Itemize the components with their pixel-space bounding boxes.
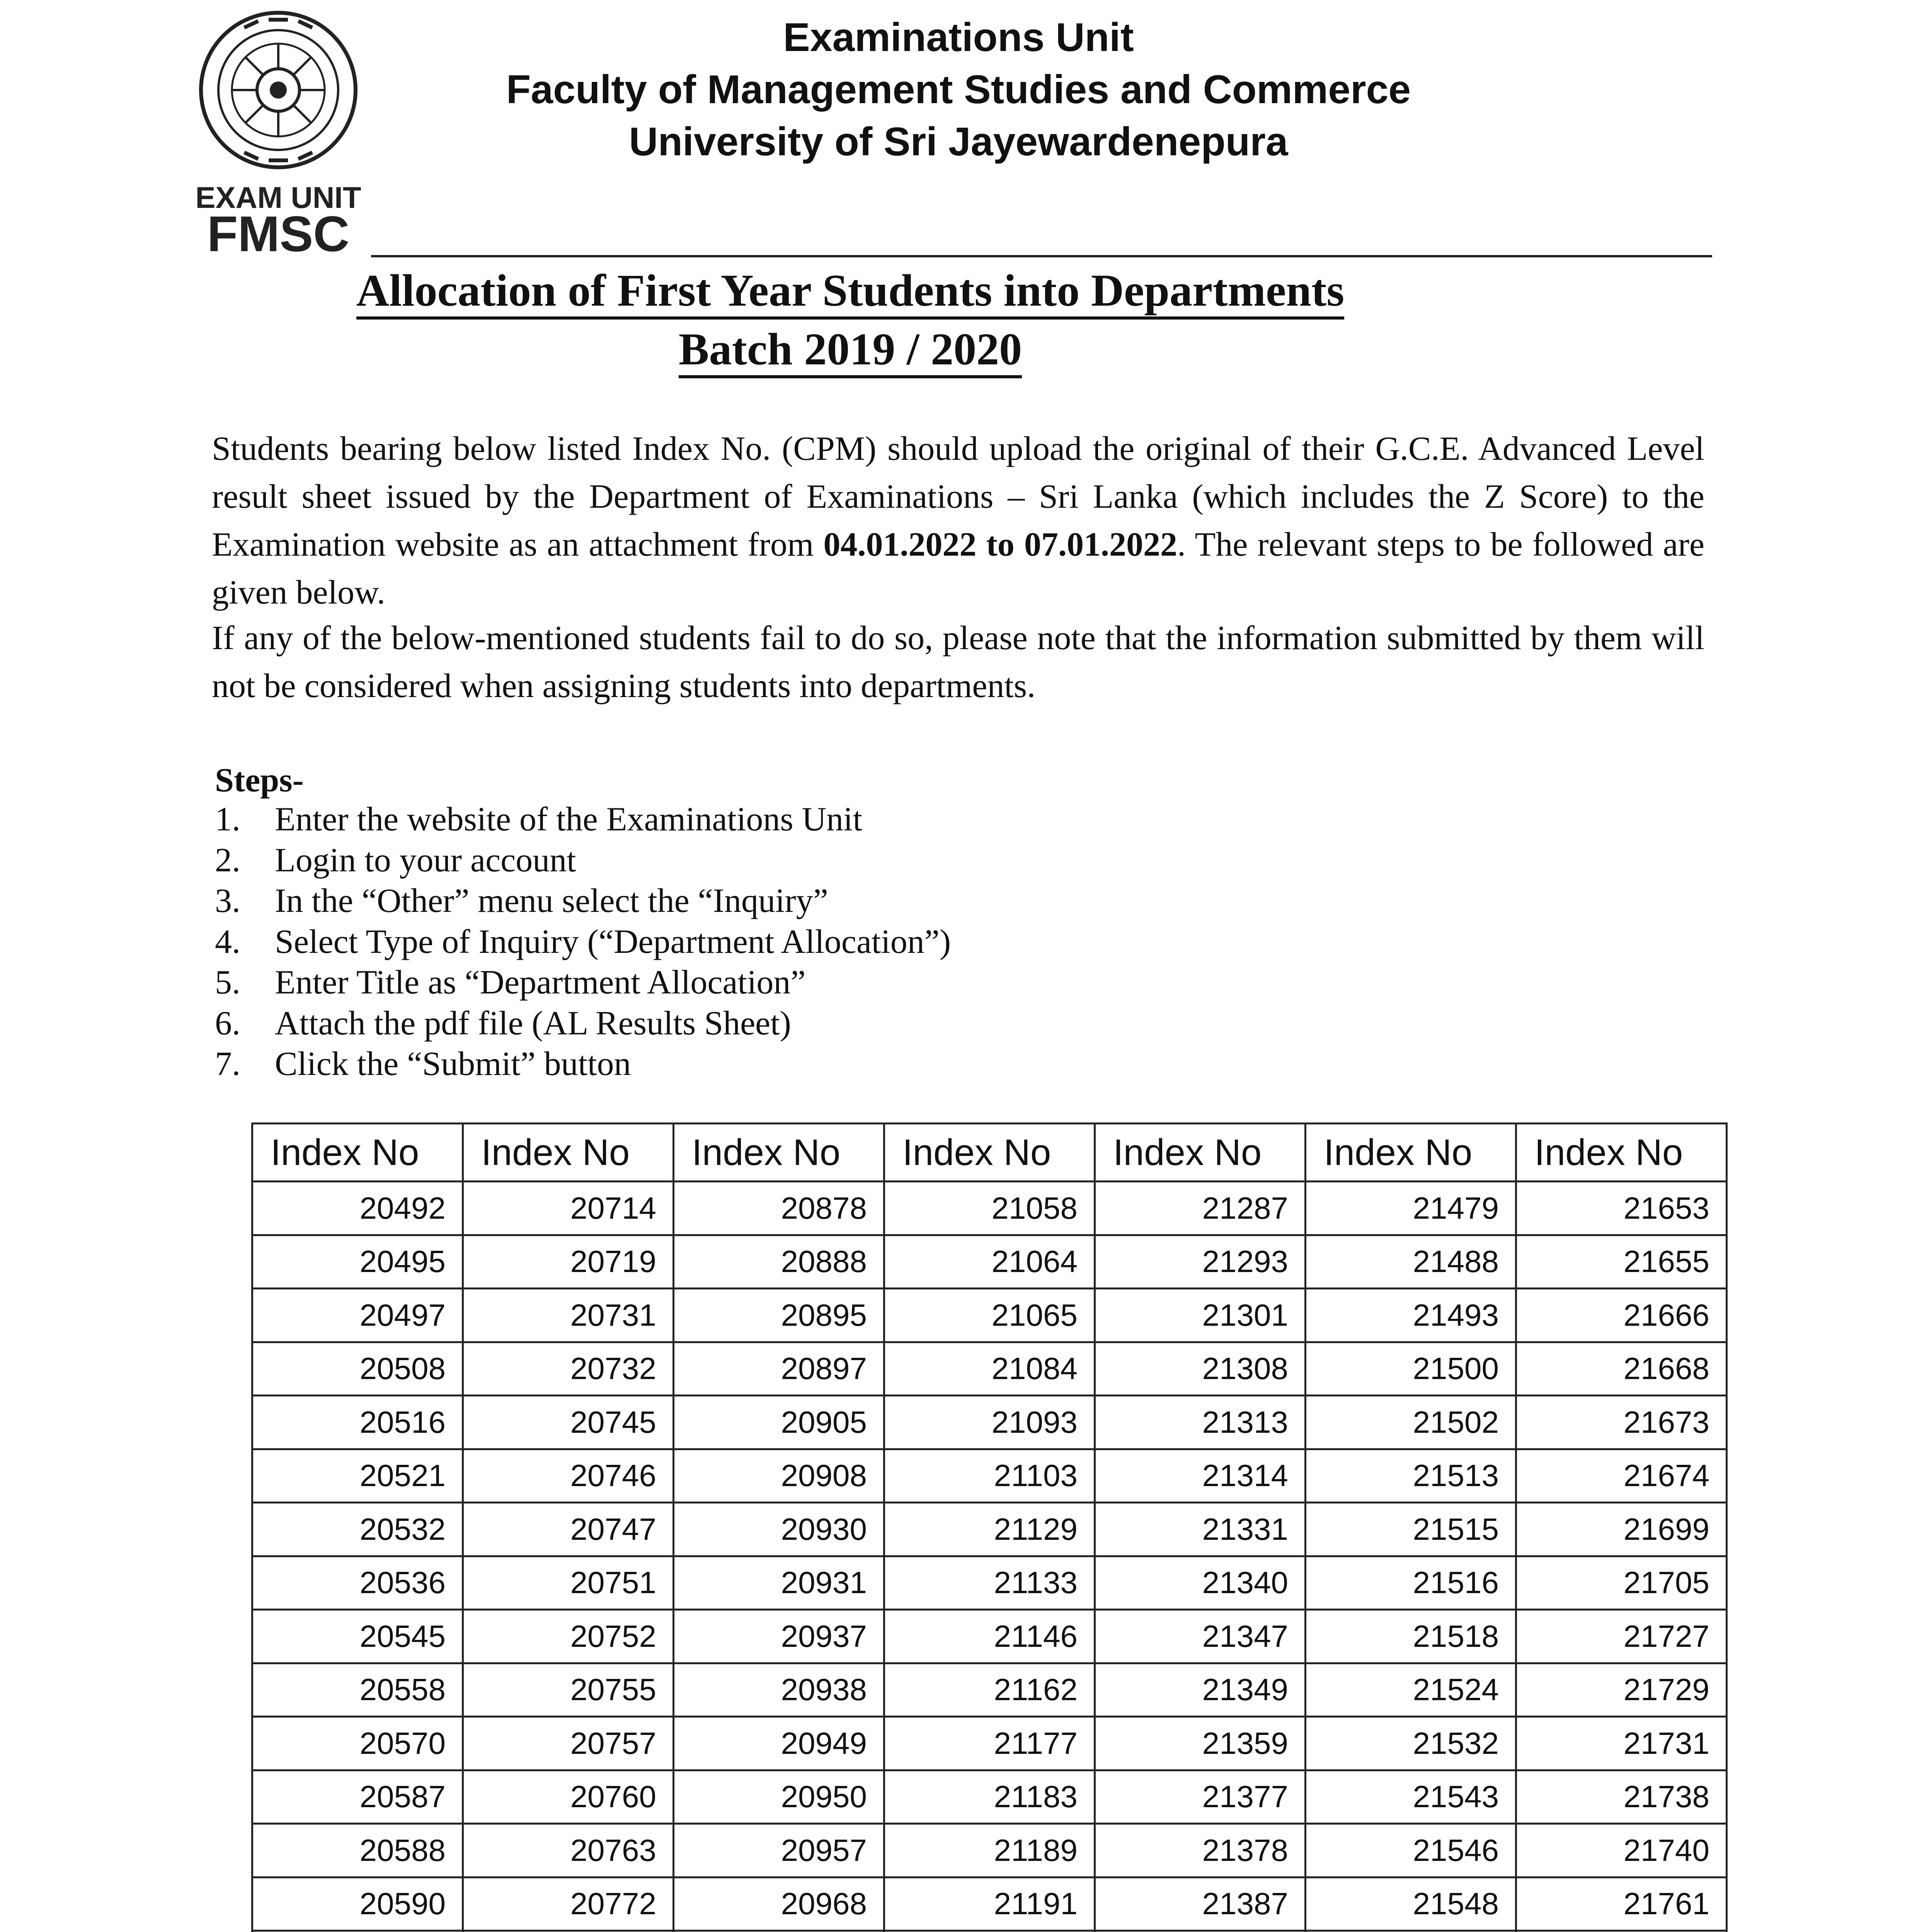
index-number-cell: 21673 [1516, 1396, 1727, 1449]
index-number-cell: 20755 [463, 1663, 674, 1717]
upload-dates: 04.01.2022 to 07.01.2022 [823, 526, 1177, 563]
index-number-cell: 20763 [463, 1824, 674, 1878]
index-number-cell: 21488 [1306, 1235, 1516, 1289]
step-item [215, 1044, 951, 1085]
table-body [252, 1182, 1727, 1932]
batch-title [348, 322, 1353, 376]
index-number-cell: 21377 [1095, 1770, 1306, 1824]
step-text: Enter Title as “Department Allocation” [275, 964, 806, 1001]
index-number-cell: 20937 [674, 1610, 884, 1663]
index-number-cell: 20931 [674, 1556, 884, 1610]
index-number-cell: 20545 [252, 1610, 463, 1663]
index-number-cell: 21727 [1516, 1610, 1727, 1663]
index-number-cell: 20930 [674, 1503, 884, 1556]
index-number-cell: 21513 [1306, 1449, 1516, 1503]
table-row [252, 1289, 1727, 1342]
index-number-cell: 20751 [463, 1556, 674, 1610]
index-number-cell: 20492 [252, 1182, 463, 1235]
index-number-cell: 21548 [1306, 1877, 1516, 1931]
index-number-cell: 21738 [1516, 1770, 1727, 1824]
step-text: Login to your account [275, 841, 576, 879]
table-row [252, 1877, 1727, 1931]
university-seal-icon [201, 13, 356, 167]
header-line-university: University of Sri Jayewardenepura [629, 119, 1288, 164]
index-number-cell: 21162 [884, 1663, 1095, 1717]
index-number-cell [1516, 1931, 1727, 1932]
step-number: 4. [215, 923, 240, 961]
index-number-cell: 21177 [884, 1717, 1095, 1770]
index-number-cell: 21532 [1306, 1717, 1516, 1770]
index-number-cell: 20878 [674, 1182, 884, 1235]
index-number-cell: 21301 [1095, 1289, 1306, 1342]
step-text: Select Type of Inquiry (“Department Allocation”) [275, 923, 951, 961]
index-number-cell: 21293 [1095, 1235, 1306, 1289]
index-number-cell [1306, 1931, 1516, 1932]
index-number-cell: 20719 [463, 1235, 674, 1289]
step-item [215, 962, 951, 1003]
step-number: 1. [215, 801, 240, 838]
index-number-cell: 21653 [1516, 1182, 1727, 1235]
notice-paragraph: If any of the below-mentioned students fail to do so, please note that the information submitted by them will not be considered when assigning students into departments. [212, 619, 1704, 705]
step-item [215, 1003, 951, 1044]
index-number-cell: 20908 [674, 1449, 884, 1503]
step-number: 5. [215, 964, 240, 1001]
index-number-cell: 21189 [884, 1824, 1095, 1878]
index-number-cell: 20745 [463, 1396, 674, 1449]
index-number-cell: 21347 [1095, 1610, 1306, 1663]
index-number-cell: 20536 [252, 1556, 463, 1610]
index-number-cell: 20570 [252, 1717, 463, 1770]
header-line-exam-unit: Examinations Unit [783, 15, 1134, 60]
step-item [215, 840, 951, 881]
index-number-cell: 20731 [463, 1289, 674, 1342]
index-number-cell: 21308 [1095, 1342, 1306, 1396]
index-number-cell: 21518 [1306, 1610, 1516, 1663]
index-number-cell: 21493 [1306, 1289, 1516, 1342]
step-text: Attach the pdf file (AL Results Sheet) [275, 1004, 791, 1042]
index-number-cell: 20950 [674, 1770, 884, 1824]
index-number-cell: 21084 [884, 1342, 1095, 1396]
index-number-cell: 21313 [1095, 1396, 1306, 1449]
index-number-cell: 21666 [1516, 1289, 1727, 1342]
table-row [252, 1770, 1727, 1824]
index-number-table [251, 1122, 1728, 1932]
index-number-cell: 21731 [1516, 1717, 1727, 1770]
step-number: 6. [215, 1004, 240, 1042]
header-divider [371, 255, 1712, 257]
index-number-cell: 20521 [252, 1449, 463, 1503]
index-number-cell: 20895 [674, 1289, 884, 1342]
index-number-cell: 20732 [463, 1342, 674, 1396]
column-header: Index No [1095, 1124, 1306, 1182]
table-row [252, 1663, 1727, 1717]
column-header: Index No [884, 1124, 1095, 1182]
index-number-cell: 20957 [674, 1824, 884, 1878]
intro-text-part2: . The relevant steps to be followed are given below. [212, 526, 1704, 611]
table-row [252, 1182, 1727, 1235]
index-number-cell: 20587 [252, 1770, 463, 1824]
index-number-cell: 21129 [884, 1503, 1095, 1556]
batch-title-text: Batch 2019 / 2020 [679, 324, 1022, 378]
column-header: Index No [1306, 1124, 1516, 1182]
step-text: In the “Other” menu select the “Inquiry” [275, 882, 828, 920]
index-number-cell: 21387 [1095, 1877, 1306, 1931]
index-number-cell: 21502 [1306, 1396, 1516, 1449]
table-header-row [252, 1124, 1727, 1182]
step-number: 2. [215, 841, 240, 879]
index-number-cell: 21093 [884, 1396, 1095, 1449]
index-number-cell: 21314 [1095, 1449, 1306, 1503]
index-number-cell: 20772 [463, 1877, 674, 1931]
index-number-cell: 20949 [674, 1717, 884, 1770]
index-number-cell: 21065 [884, 1289, 1095, 1342]
table-row [252, 1235, 1727, 1289]
document-title-text: Allocation of First Year Students into Departments [356, 265, 1344, 320]
index-number-cell: 21479 [1306, 1182, 1516, 1235]
table-row [252, 1556, 1727, 1610]
index-number-cell: 20752 [463, 1610, 674, 1663]
index-number-cell: 21191 [884, 1877, 1095, 1931]
index-number-cell: 21705 [1516, 1556, 1727, 1610]
table-row [252, 1717, 1727, 1770]
index-number-cell: 21133 [884, 1556, 1095, 1610]
column-header: Index No [674, 1124, 884, 1182]
step-text: Enter the website of the Examinations Unit [275, 801, 863, 838]
index-number-cell: 21331 [1095, 1503, 1306, 1556]
logo-text-bottom: FMSC [207, 206, 350, 254]
index-number-cell: 21340 [1095, 1556, 1306, 1610]
step-number: 3. [215, 882, 240, 920]
index-number-cell: 20897 [674, 1342, 884, 1396]
index-number-cell: 21058 [884, 1182, 1095, 1235]
index-number-cell: 20558 [252, 1663, 463, 1717]
table-row [252, 1396, 1727, 1449]
index-number-cell: 21183 [884, 1770, 1095, 1824]
intro-paragraph [212, 425, 1704, 617]
steps-list [215, 799, 951, 1085]
index-number-cell: 21761 [1516, 1877, 1727, 1931]
table-row [252, 1610, 1727, 1663]
index-number-cell: 20516 [252, 1396, 463, 1449]
index-number-cell: 21515 [1306, 1503, 1516, 1556]
logo-text-top: EXAM UNIT [195, 180, 361, 214]
index-number-cell: 20590 [252, 1877, 463, 1931]
header-line-faculty: Faculty of Management Studies and Commerce [506, 67, 1411, 112]
index-number-cell: 20905 [674, 1396, 884, 1449]
table-row [252, 1449, 1727, 1503]
index-number-cell: 21524 [1306, 1663, 1516, 1717]
index-number-cell [884, 1931, 1095, 1932]
index-number-cell: 20968 [674, 1877, 884, 1931]
index-number-cell: 20497 [252, 1289, 463, 1342]
index-number-cell: 21674 [1516, 1449, 1727, 1503]
index-number-cell: 21729 [1516, 1663, 1727, 1717]
index-number-cell: 21287 [1095, 1182, 1306, 1235]
index-number-cell: 21349 [1095, 1663, 1306, 1717]
organisation-header [417, 12, 1500, 168]
index-number-cell: 21103 [884, 1449, 1095, 1503]
index-number-cell: 20938 [674, 1663, 884, 1717]
index-number-cell: 21516 [1306, 1556, 1516, 1610]
index-number-cell [674, 1931, 884, 1932]
index-number-cell [252, 1931, 463, 1932]
column-header: Index No [252, 1124, 463, 1182]
index-number-cell: 20747 [463, 1503, 674, 1556]
index-number-cell: 21668 [1516, 1342, 1727, 1396]
step-item [215, 799, 951, 840]
index-number-cell: 21546 [1306, 1824, 1516, 1878]
index-number-cell: 20495 [252, 1235, 463, 1289]
index-number-cell: 20588 [252, 1824, 463, 1878]
table-row [252, 1503, 1727, 1556]
index-number-cell [1095, 1931, 1306, 1932]
index-number-cell: 21699 [1516, 1503, 1727, 1556]
index-number-cell: 20760 [463, 1770, 674, 1824]
step-text: Click the “Submit” button [275, 1045, 631, 1083]
index-number-cell: 20508 [252, 1342, 463, 1396]
table-row [252, 1824, 1727, 1878]
column-header: Index No [463, 1124, 674, 1182]
index-number-cell: 20757 [463, 1717, 674, 1770]
step-number: 7. [215, 1045, 240, 1083]
index-number-cell [463, 1931, 674, 1932]
document-title [348, 264, 1353, 318]
index-number-cell: 21500 [1306, 1342, 1516, 1396]
index-number-cell: 20888 [674, 1235, 884, 1289]
column-header: Index No [1516, 1124, 1727, 1182]
table-row [252, 1931, 1727, 1932]
index-number-cell: 20714 [463, 1182, 674, 1235]
exam-unit-logo [186, 7, 371, 254]
steps-heading: Steps- [215, 762, 304, 799]
index-number-cell: 21146 [884, 1610, 1095, 1663]
index-number-cell: 21740 [1516, 1824, 1727, 1878]
index-number-cell: 21543 [1306, 1770, 1516, 1824]
step-item [215, 922, 951, 963]
step-item [215, 881, 951, 922]
index-number-cell: 20746 [463, 1449, 674, 1503]
intro-text-part1: Students bearing below listed Index No. (CPM) should upload the original of their G.C.E. Advanced Level result sheet issued by the Department of Examinations – Sri Lanka (which includes the Z Score) to the Examination website as an attachment from [212, 430, 1704, 563]
index-number-cell: 21064 [884, 1235, 1095, 1289]
index-number-cell: 21655 [1516, 1235, 1727, 1289]
index-number-cell: 20532 [252, 1503, 463, 1556]
table-row [252, 1342, 1727, 1396]
index-number-cell: 21378 [1095, 1824, 1306, 1878]
index-number-cell: 21359 [1095, 1717, 1306, 1770]
